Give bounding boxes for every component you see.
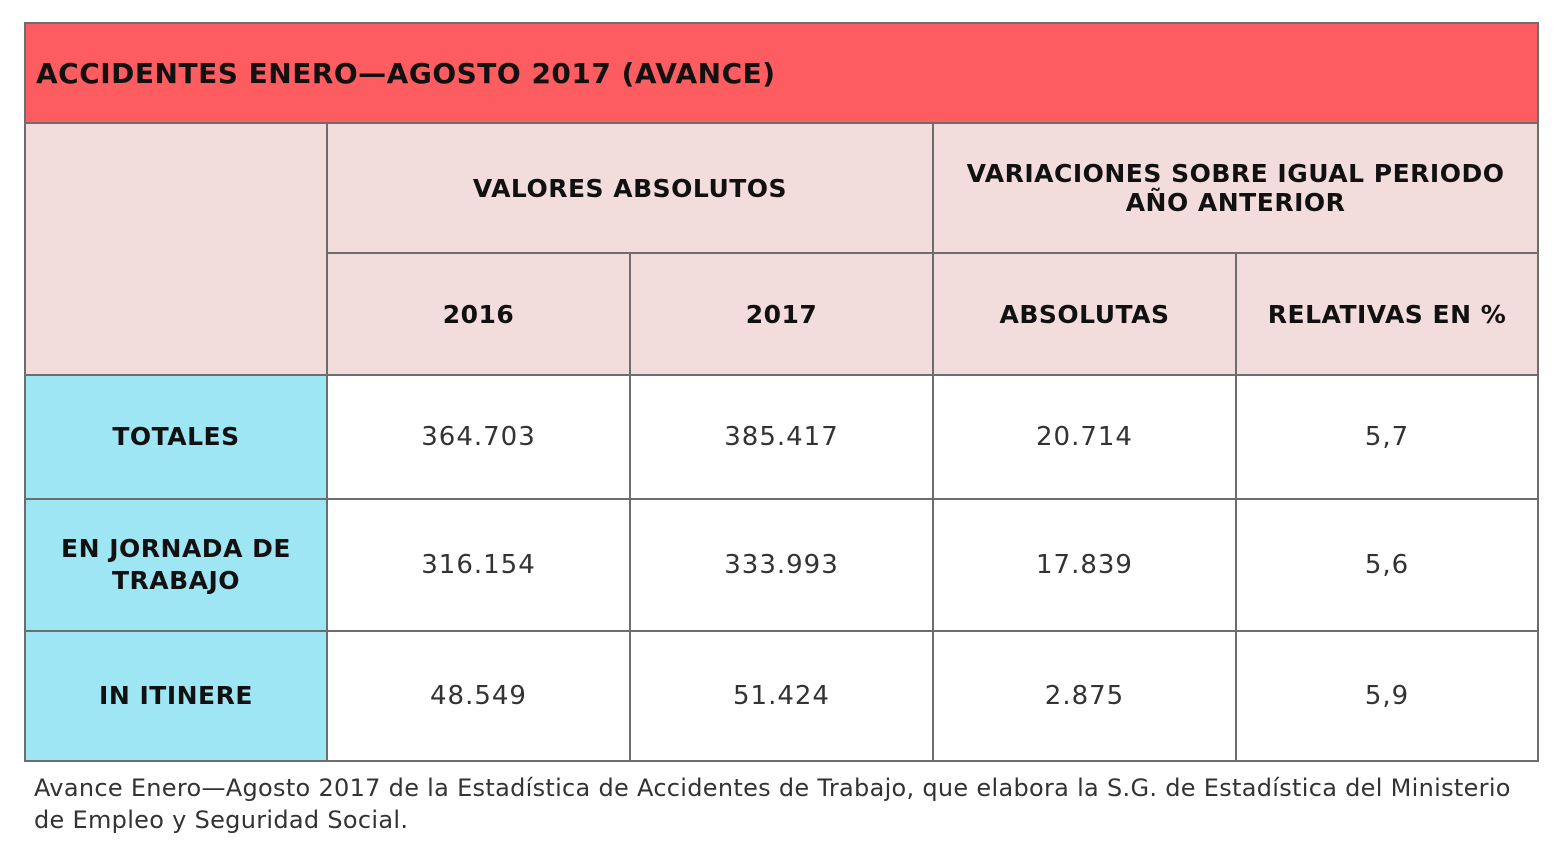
header-variaciones: VARIACIONES SOBRE IGUAL PERIODO AÑO ANTERIOR (933, 123, 1538, 253)
empty-header-cell (25, 123, 327, 375)
header-2017: 2017 (630, 253, 933, 375)
table-row (25, 499, 1538, 631)
source-note: Avance Enero—Agosto 2017 de la Estadística de Accidentes de Trabajo, que elabora la S.G. de Estadística del Ministerio de Empleo y Seguridad Social. (34, 774, 1511, 834)
accidents-table (24, 22, 1539, 762)
cell-2016: 364.703 (327, 375, 630, 499)
cell-absolutas: 20.714 (933, 375, 1236, 499)
row-label-itinere: IN ITINERE (25, 631, 327, 761)
table-title: ACCIDENTES ENERO—AGOSTO 2017 (AVANCE) (25, 23, 1538, 123)
header-absolutas: ABSOLUTAS (933, 253, 1236, 375)
cell-relativas: 5,6 (1236, 499, 1538, 631)
cell-2016: 316.154 (327, 499, 630, 631)
header-2016: 2016 (327, 253, 630, 375)
accidents-table-container (24, 22, 1537, 762)
cell-2017: 333.993 (630, 499, 933, 631)
cell-2016: 48.549 (327, 631, 630, 761)
cell-relativas: 5,9 (1236, 631, 1538, 761)
row-label-totales: TOTALES (25, 375, 327, 499)
cell-2017: 51.424 (630, 631, 933, 761)
row-label-jornada: EN JORNADA DE TRABAJO (25, 499, 327, 631)
table-row (25, 631, 1538, 761)
cell-absolutas: 2.875 (933, 631, 1236, 761)
cell-2017: 385.417 (630, 375, 933, 499)
table-row (25, 375, 1538, 499)
cell-relativas: 5,7 (1236, 375, 1538, 499)
header-relativas: RELATIVAS EN % (1236, 253, 1538, 375)
header-valores-absolutos: VALORES ABSOLUTOS (327, 123, 933, 253)
cell-absolutas: 17.839 (933, 499, 1236, 631)
